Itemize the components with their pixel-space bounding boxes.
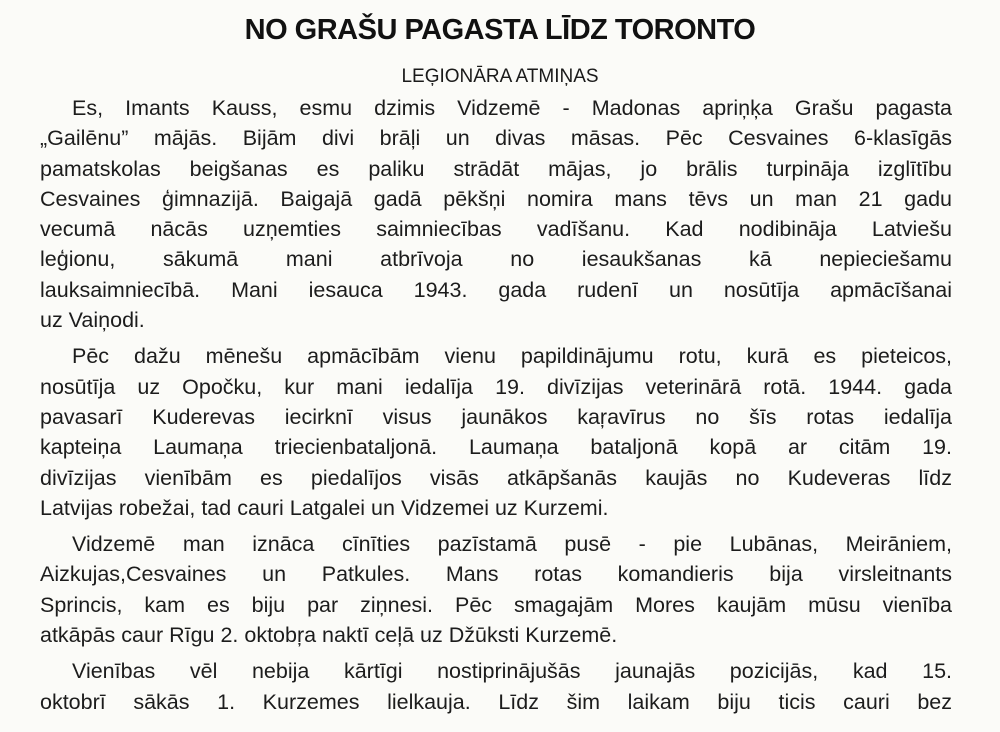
article-body (40, 93, 952, 717)
text-line: leģionu, sākumā mani atbrīvoja no iesaukšanas kā nepieciešamu (40, 247, 952, 272)
paragraph (40, 656, 952, 717)
paragraph (40, 93, 952, 335)
text-line: pavasarī Kuderevas iecirknī visus jaunākos kaŗavīrus no šīs rotas iedalīja (40, 404, 952, 429)
text-line: Cesvaines ģimnazijā. Baigajā gadā pēkšņi nomira mans tēvs un man 21 gadu (40, 186, 952, 211)
text-line: Sprincis, kam es biju par ziņnesi. Pēc smagajām Mores kaujām mūsu vienība (40, 592, 952, 617)
text-line: „Gailēnu” mājās. Bijām divi brāļi un divas māsas. Pēc Cesvaines 6-klasīgās (40, 126, 952, 151)
text-line: oktobrī sākās 1. Kurzemes lielkauja. Līdz šim laikam biju ticis cauri bez (40, 689, 952, 714)
text-line: lauksaimniecībā. Mani iesauca 1943. gada rudenī un nosūtīja apmācīšanai (40, 277, 952, 302)
text-line: Latvijas robežai, tad cauri Latgalei un Vidzemei uz Kurzemi. (40, 495, 609, 520)
text-line: pamatskolas beigšanas es paliku strādāt mājas, jo brālis turpināja izglītību (40, 156, 952, 181)
article-title: NO GRAŠU PAGASTA LĪDZ TORONTO (244, 14, 756, 46)
text-line: atkāpās caur Rīgu 2. oktobŗa naktī ceļā uz Džūksti Kurzemē. (40, 623, 618, 648)
text-line: Pēc dažu mēnešu apmācībām vienu papildinājumu rotu, kurā es pieteicos, (72, 344, 952, 369)
text-line: Es, Imants Kauss, esmu dzimis Vidzemē - Madonas apriņķa Grašu pagasta (72, 96, 952, 120)
text-line: nosūtīja uz Opočku, kur mani iedalīja 19. divīzijas veterinārā rotā. 1944. gada (40, 374, 952, 399)
text-line: Aizkujas,Cesvaines un Patkules. Mans rotas komandieris bija virsleitnants (40, 562, 952, 587)
text-line: vecumā nācās uzņemties saimniecības vadīšanu. Kad nodibināja Latviešu (40, 217, 952, 242)
text-line: Vienības vēl nebija kārtīgi nostiprinājušās jaunajās pozicijās, kad 15. (72, 659, 952, 684)
text-line: Vidzemē man iznāca cīnīties pazīstamā pusē - pie Lubānas, Meirāniem, (72, 532, 952, 557)
article-subtitle: LEĢIONĀRA ATMIŅAS (401, 66, 599, 87)
text-line: uz Vaiņodi. (40, 308, 145, 333)
text-line: divīzijas vienībām es piedalījos visās atkāpšanās kaujās no Kudeveras līdz (40, 465, 952, 490)
paragraph (40, 341, 952, 523)
paragraph (40, 529, 952, 650)
text-line: kapteiņa Laumaņa triecienbataljonā. Laumaņa bataljonā kopā ar citām 19. (40, 435, 952, 460)
